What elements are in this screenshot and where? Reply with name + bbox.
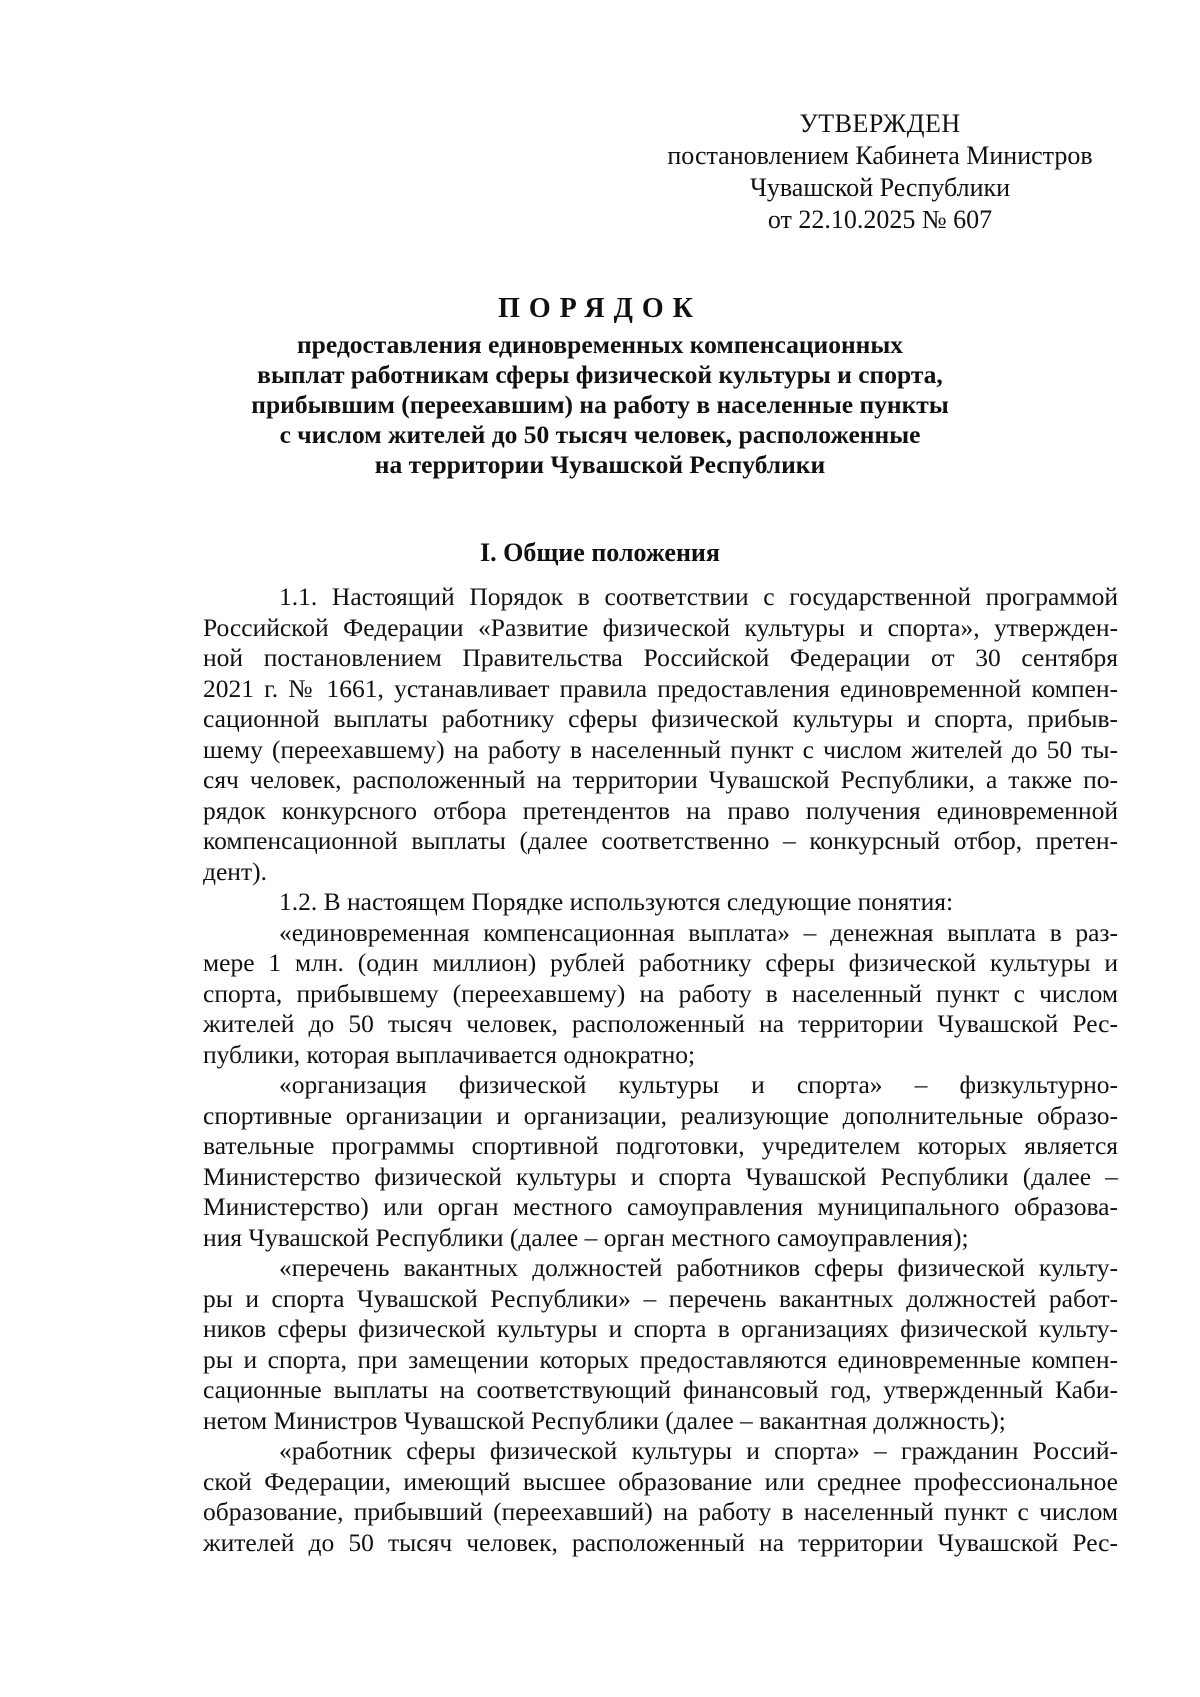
- body-line: образование, прибывший (переехавший) на работу в населенный пункт с числом: [203, 1497, 1118, 1526]
- body-line: ры и спорта, при замещении которых предоставляются единовременные компен-: [203, 1344, 1118, 1374]
- body-line: ной постановлением Правительства Российской Федерации от 30 сентября: [203, 643, 1118, 672]
- body-line: компенсационной выплаты (далее соответственно – конкурсный отбор, претен-: [203, 826, 1118, 855]
- body-line: сационные выплаты на соответствующий финансовый год, утвержденный Каби-: [203, 1375, 1118, 1404]
- subtitle-line: прибывшим (переехавшим) на работу в населенные пункты: [251, 390, 949, 419]
- body-line: Министерство) или орган местного самоуправления муниципального образова-: [203, 1192, 1118, 1221]
- body-line: публики, которая выплачивается однократно;: [203, 1039, 696, 1069]
- body-line: спортивные организации и организации, реализующие дополнительные образо-: [203, 1100, 1118, 1130]
- body-line: ников сферы физической культуры и спорта в организациях физической культу-: [203, 1314, 1118, 1343]
- approval-stamp: [650, 108, 1110, 236]
- body-line: «организация физической культуры и спорта» – физкультурно-: [279, 1070, 1118, 1099]
- subtitle-line: выплат работникам сферы физической культуры и спорта,: [257, 360, 943, 389]
- body-line: дент).: [203, 856, 267, 886]
- body-line: «единовременная компенсационная выплата» – денежная выплата в раз-: [279, 917, 1118, 947]
- body-line: вательные программы спортивной подготовки, учредителем которых является: [203, 1131, 1118, 1160]
- body-line: 2021 г. № 1661, устанавливает правила предоставления единовременной компен-: [203, 673, 1118, 703]
- approval-line-2: Чувашской Республики: [749, 173, 1011, 202]
- body-line: ния Чувашской Республики (далее – орган местного самоуправления);: [203, 1222, 969, 1252]
- body-line: «работник сферы физической культуры и спорта» – гражданин Россий-: [279, 1436, 1118, 1465]
- section-heading: I. Общие положения: [480, 538, 720, 567]
- subtitle-line: предоставления единовременных компенсационных: [296, 330, 904, 359]
- subtitle-line: с числом жителей до 50 тысяч человек, расположенные: [279, 420, 921, 449]
- document-subtitle: [180, 330, 1020, 480]
- body-text: [203, 582, 1118, 1558]
- body-line: ры и спорта Чувашской Республики» – перечень вакантных должностей работ-: [203, 1283, 1118, 1313]
- document-title: ПОРЯДОК: [498, 293, 702, 324]
- approval-line-1: постановлением Кабинета Министров: [667, 141, 1093, 170]
- approval-line-3: от 22.10.2025 № 607: [767, 205, 993, 234]
- body-line: сяч человек, расположенный на территории Чувашской Республики, а также по-: [203, 765, 1118, 794]
- body-line: Министерство физической культуры и спорта Чувашской Республики (далее –: [203, 1161, 1118, 1191]
- body-line: шему (переехавшему) на работу в населенный пункт с числом жителей до 50 ты-: [203, 734, 1118, 764]
- body-line: жителей до 50 тысяч человек, расположенный на территории Чувашской Рес-: [203, 1009, 1118, 1038]
- body-line: рядок конкурсного отбора претендентов на право получения единовременной: [203, 795, 1118, 825]
- body-line: ской Федерации, имеющий высшее образование или среднее профессиональное: [203, 1466, 1118, 1496]
- body-line: 1.1. Настоящий Порядок в соответствии с государственной программой: [279, 582, 1118, 611]
- approval-approved: УТВЕРЖДЕН: [799, 109, 961, 138]
- body-line: мере 1 млн. (один миллион) рублей работнику сферы физической культуры и: [203, 948, 1118, 977]
- body-line: нетом Министров Чувашской Республики (далее – вакантная должность);: [203, 1405, 1006, 1435]
- document-title-block: [180, 292, 1020, 480]
- body-line: жителей до 50 тысяч человек, расположенный на территории Чувашской Рес-: [203, 1527, 1118, 1557]
- body-line: «перечень вакантных должностей работников сферы физической культу-: [279, 1253, 1118, 1282]
- body-line: сационной выплаты работнику сферы физической культуры и спорта, прибыв-: [203, 704, 1118, 733]
- body-line: спорта, прибывшему (переехавшему) на работу в населенный пункт с числом: [203, 978, 1118, 1008]
- body-line: 1.2. В настоящем Порядке используются следующие понятия:: [279, 887, 954, 916]
- body-line: Российской Федерации «Развитие физической культуры и спорта», утвержден-: [203, 612, 1118, 642]
- subtitle-line: на территории Чувашской Республики: [374, 450, 826, 479]
